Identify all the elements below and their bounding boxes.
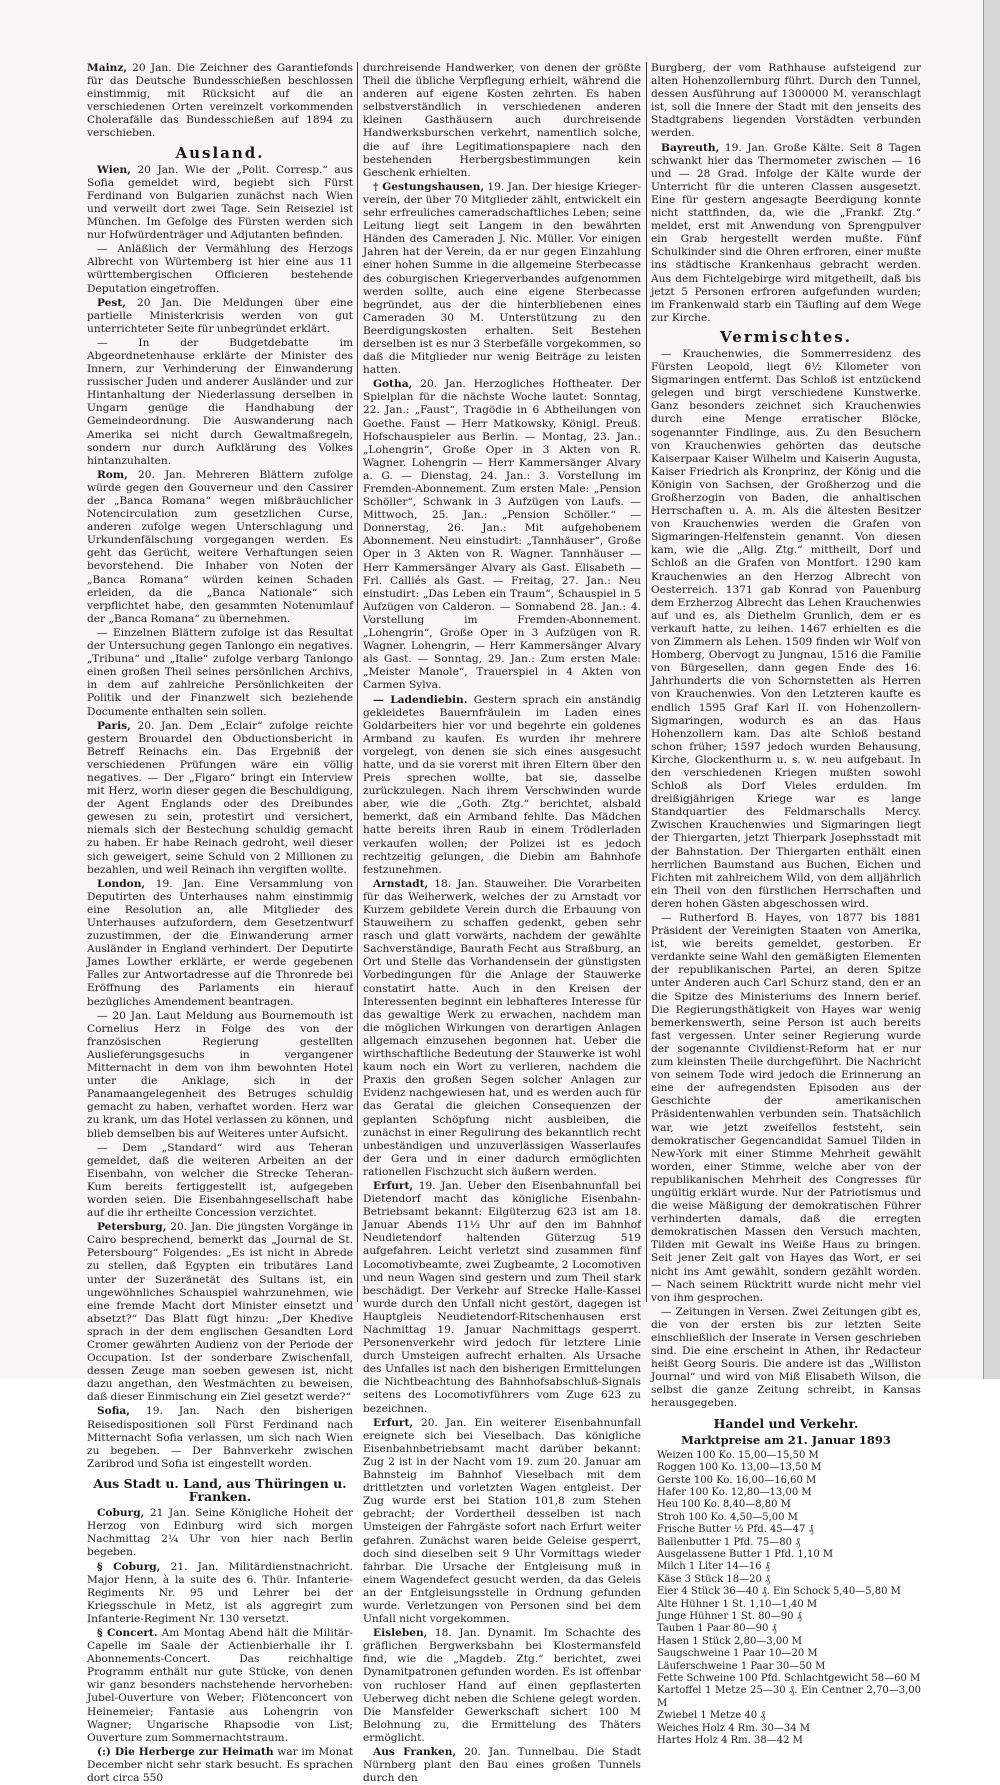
article-coburg: Coburg, 21 Jan. Seine Königliche Hoheit der Herzog von Edinburg wird sich morgen Nachmittag 2¼ Uhr von hier nach Berlin begeben.: [87, 1507, 353, 1559]
article-paris: Paris, 20. Jan. Dem „Eclair“ zufolge reichte gestern Brouardel den Obductionsbericht in Betreff Reinachs ein. Das Ergebniß der verschiedenen Prüfungen wäre ein völlig negatives. — Der „Figaro“ bringt ein Interview mit Herz, worin dieser gegen die Beschuldigung, der Agent Englands oder des Dreibundes gewesen zu sein, protestirt und versichert, niemals sich der Bestechung schuldig gemacht zu haben. Er habe Reinach gedroht, weil dieser sich geweigert, seine Schuld von 2 Millionen zu bezahlen, und weil Reinach ihn vergiften wollte.: [87, 719, 353, 876]
section-heading-ausland: Ausland.: [175, 143, 265, 162]
article-erfurt-1: Erfurt, 19. Jan. Ueber den Eisenbahnunfall bei Dietendorf macht das königliche Eisenbahn-Betriebsamt bekannt: Eilgüterzug 623 ist am 18. Januar Abends 11⅓ Uhr auf den im Bahnhof Neudietendorf haltenden Güterzug 519 aufgefahren. Leicht verletzt sind zusammen fünf Locomotivbeamte, zwei Zugbeamte, 2 Locomotiven und neun Wagen sind gestern und zum Theil stark beschädigt. Der Verkehr auf Strecke Halle-Kassel wurde durch den Unfall nicht gestört, dagegen ist Hauptgleis Neudietendorf-Ritschenhausen erst Nachmittag 19. Januar Nachmittags gesperrt. Personenverkehr wird jedoch für letztere Linie durch Umsteigen aufrecht erhalten. Als Ursache des Unfalles ist nach den bisherigen Ermittelungen die Nichtbeachtung des Bahnhofsabschluß-Signals seitens des Locomotivführers vom Zuge 623 zu bezeichnen.: [363, 1179, 641, 1415]
article-eisleben: Eisleben, 18. Jan. Dynamit. Im Schachte des gräflichen Bergwerksbahn bei Klostermansfeld find, wie die „Magdeb. Ztg.“ berichtet, zwei Dynamitpatronen gefunden worden. Es ist offenbar von ruchloser Hand auf einen gepflasterten Ueberweg dicht neben die Schiene gelegt worden. Die Mansfelder Gewerkschaft sichert 100 M Belohnung zu, die Ermittelung des Thäters ermöglicht.: [363, 1627, 641, 1744]
article-pest-2: — In der Budgetdebatte im Abgeordnetenhause erklärte der Minister des Innern, zur Verhinderung der Einwanderung russischer Juden und anderer Ausländer und zur Hintanhaltung der Niederlassung derselben in Ungarn genüge die Handhabung der Gemeindeordnung. Die Auswanderung nach Amerika sei nicht durch Gewaltmaßregeln, sondern nur durch Aufklärung des Volkes hintanzuhalten.: [87, 336, 353, 467]
market-price-item: Läuferschweine 1 Paar 30—50 M: [657, 1660, 826, 1672]
market-price-item: Frische Butter ½ Pfd. 45—47 ₰: [657, 1524, 814, 1536]
market-price-item: Saugschweine 1 Paar 10—20 M: [657, 1648, 818, 1660]
article-herberge: (:) Die Herberge zur Heimath war im Monat December nicht sehr stark besucht. Es sprachen dort circa 550: [87, 1745, 353, 1784]
market-price-item: Tauben 1 Paar 80—90 ₰: [657, 1623, 777, 1635]
column-2: [363, 62, 642, 1785]
column-3: [651, 62, 921, 1747]
market-price-item: Ausgelassene Butter 1 Pfd. 1,10 M: [657, 1549, 834, 1560]
market-price-item: Roggen 100 Ko. 13,00—13,50 M: [657, 1462, 822, 1474]
market-price-item: Junge Hühner 1 St. 80—90 ₰: [657, 1611, 802, 1623]
column-divider: [646, 62, 647, 1302]
article-coburg-military: § Coburg, 21. Jan. Militärdienstnachricht. Major Henn, à la suite des 6. Thür. Infanterie-Regiments Nr. 95 und Lehrer bei der Kriegsschule in Metz, ist als aggregirt zum Infanterie-Regiment Nr. 130 versetzt.: [87, 1560, 353, 1625]
article-sofia: Sofia, 19. Jan. Nach den bisherigen Reisedispositionen soll Fürst Ferdinand nach Mitternacht Sofia verlassen, um sich nach Wien zu begeben. — Der Bahnverkehr zwischen Zaribrod und Sofia ist eingestellt worden.: [87, 1405, 353, 1470]
article-erfurt-2: Erfurt, 20. Jan. Ein weiterer Eisenbahnunfall ereignete sich bei Vieselbach. Das königliche Eisenbahnbetriebsamt macht darüber bekannt: Zug 2 ist in der Nacht vom 19. zum 20. Januar am Bahnsteig im Bahnhof Vieselbach mit dem drittletzten und vorletzten Wagen entgleist. Der Zug wurde erst bei Station 101,8 zum Stehen gebracht; der Vordertheil desselben ist nach Umsteigen der Fahrgäste sofort nach Erfurt weiter gefahren. Zunächst waren beide Geleise gesperrt, doch sind dieselben seit 9 Uhr Vormittags wieder fahrbar. Die Ursache der Entgleisung muß in einem Wagendefect gesucht werden, da das Geleis an der Entgleisungsstelle in Ordnung gefunden wurde. Verletzungen von Personen sind bei dem Unfall nicht vorgekommen.: [363, 1416, 641, 1626]
article-krauchenwies: — Krauchenwies, die Sommerresidenz des Fürsten Leopold, liegt 6½ Kilometer von Sigmaringen entfernt. Das Schloß ist entzückend gelegen und birgt verschiedene Kunstwerke. Ganz besonders zeichnet sich Krauchenwies durch eine Menge erratischer Blöcke, sogenannter Findlinge, aus. Zu den Besuchern von Krauchenwies gehörten das deutsche Kaiserpaar Kaiser Wilhelm und Kaiserin Augusta, Kaiser Friedrich als Kronprinz, der König und die Königin von Sachsen, der Großherzog und die Großherzogin von Baden, die anhaltischen Herrschaften u. A. m. Als die ältesten Besitzer von Krauchenwies werden die Grafen von Sigmaringen-Helfenstein genannt. Von diesen kam, wie die „Allg. Ztg.“ mittheilt, Dorf und Schloß an die Grafen von Montfort. 1290 kam Krauchenwies an den Herzog Albrecht von Oesterreich. 1371 gab Konrad von Pauenburg dem Erzherzog Albrecht das Lehen Krauchenwies auf und es, als Diethelm Grunlich, dem er es verkauft hatte, zu leihen. 1467 erhielten es die von Zimmern als Lehen. 1509 finden wir Wolf von Homberg, Obervogt zu Jungnau, 1516 die Familie von Bürgesellen, dann gegen Ende des 16. Jahrhunderts die von Schornstetten als Herren von Krauchenwies. Von den Letzteren kaufte es endlich 1595 Graf Karl II. von Hohenzollern-Sigmaringen, wodurch es an das Haus Hohenzollern kam. Das alte Schloß bestand schon früher; 1597 jedoch wurden Behausung, Kirche, Glockenthurm u. s. w. neu aufgebaut. In den verschiedenen Kriegen mußten sowohl Schloß als Dorf Vieles erdulden. Im dreißigjährigen Kriege war es lange Standquartier des Feldmarschalls Mercy. Zwischen Krauchenwies und Sigmaringen liegt der Thiergarten, jetzt Thierpark Josephsstadt mit der Bahnstation. Der Thiergarten enthält einen herrlichen Baumstand aus Buchen, Eichen und Fichten mit zahlreichem Wild, von dem alljährlich ein Theil von den fürstlichen Herrschaften und deren hohen Gästen abgeschossen wird.: [651, 347, 921, 910]
market-price-item: Zwiebel 1 Metze 40 ₰: [657, 1710, 766, 1722]
section-heading-vermischtes: Vermischtes.: [720, 327, 852, 346]
article-rom: Rom, 20. Jan. Mehreren Blättern zufolge würde gegen den Gouverneur und den Cassirer der „Banca Romana“ wegen mißbräuchlicher Notencirculation zum gesetzlichen Curse, anderen zufolge wegen Unterschlagung und Urkundenfälschung vorgegangen werden. Es geht das Gerücht, weitere Verhaftungen seien bevorstehend. Die Inhaber von Noten der „Banca Romana“ würden keinen Schaden erleiden, da die „Banca Nationale“ sich verpflichtet habe, den gesammten Notenumlauf der „Banca Romana“ zu übernehmen.: [87, 468, 353, 625]
article-franken: Aus Franken, 20. Jan. Tunnelbau. Die Stadt Nürnberg plant den Bau eines großen Tunnels durch den: [363, 1746, 642, 1785]
article-franken-cont: Burgberg, der vom Rathhause aufsteigend zur alten Hohenzollernburg führt. Durch den Tunnel, dessen Ausführung auf 1300000 M. veranschlagt ist, soll die Innere der Stadt mit den jenseits des Stadtgrabens liegenden Vorstädten verbunden werden.: [651, 62, 921, 140]
article-london-3: — Dem „Standard“ wird aus Teheran gemeldet, daß die weiteren Arbeiten an der Eisenbahn, von welcher die Strecke Teheran-Kum bereits fertiggestellt ist, aufgegeben worden seien. Die Eisenbahngesellschaft habe auf die ihr ertheilte Concession verzichtet.: [87, 1141, 353, 1220]
market-price-item: Fette Schweine 100 Pfd. Schlachtgewicht 58—60 M: [657, 1673, 921, 1685]
article-concert: § Concert. Am Montag Abend hält die Militär-Capelle im Saale der Actienbierhalle ihr I. Abonnements-Concert. Das reichhaltige Programm enthält nur gute Stücke, von denen wir ganz besonders nachstehende hervorheben: Jubel-Ouverture von Weber; Flötenconcert von Heinemeier; Fantasie aus Lohengrin von Wagner; Ungarische Rhapsodie von List; Ouverture zum Sommernachtstraum.: [87, 1626, 354, 1744]
page-edge: [983, 0, 1000, 1379]
article-zeitungen: — Zeitungen in Versen. Zwei Zeitungen gibt es, die von der ersten bis zur letzten Seite einschließlich der Inserate in Versen geschrieben sind. Die eine erscheint in Athen, ihr Redacteur heißt Georg Souris. Die andere ist das „Williston Journal“ und wird von Miß Elisabeth Wilson, die selbst die ganze Zeitung schreibt, in Kansas herausgegeben.: [651, 1305, 921, 1410]
market-price-item: Alte Hühner 1 St. 1,10—1,40 M: [657, 1598, 818, 1610]
market-price-item: Hartes Holz 4 Rm. 38—42 M: [657, 1735, 803, 1747]
market-price-item: Hafer 100 Ko. 12,80—13,00 M: [657, 1486, 812, 1498]
market-price-item: Eier 4 Stück 36—40 ₰. Ein Schock 5,40—5,80 M: [657, 1586, 901, 1598]
article-hayes: — Rutherford B. Hayes, von 1877 bis 1881 Präsident der Vereinigten Staaten von Amerika, ist, wie bereits gemeldet, gestorben. Er verdankte seine Wahl den gemäßigten Elementen der republikanischen Partei, an deren Spitze unter Anderen auch Carl Schurz stand, den er an die Spitze des Ministeriums des Innern berief. Die Regierungsthätigkeit von Hayes war wenig bemerkenswerth, seine Person ist auch bereits fast vergessen. Unter seiner Regierung wurde der sogenannte Civildienst-Reform hat er nur zum kleinsten Theile durchgeführt. Die Nachricht von seinem Tode wird jedoch die Erinnerung an eine der aufregendsten Episoden aus der Geschichte der amerikanischen Präsidentenwahlen verbunden sein. Thatsächlich war, wie jetzt zweifellos feststeht, sein demokratischer Gegencandidat Samuel Tilden in New-York mit einer Stimme Mehrheit gewählt worden, einer Stimme, welche aber von der republikanischen Mehrheit des Congresses für ungültig erklärt wurde. Nur der Patriotismus und die weise Mäßigung der demokratischen Führer verhinderten damals, daß die erregten demokratischen Massen den Versuch machten, Tilden mit Gewalt ins Weiße Haus zu bringen. Seit jener Zeit galt von Hayes das Wort, er sei nicht ins Amt gewählt, sondern gezählt worden. — Nach seinem Rücktritt wurde nicht mehr viel von ihm gesprochen.: [651, 912, 921, 1304]
market-price-item: Weizen 100 Ko. 15,00—15,50 M: [657, 1449, 819, 1461]
market-price-list: [651, 1450, 921, 1748]
article-mainz: Mainz, 20 Jan. Die Zeichner des Garantiefonds für das Deutsche Bundesschießen beschlossen einstimmig, mit Rücksicht auf die an verschiedenen Orten vereinzelt vorkommenden Cholerafälle das Bundesschießen auf 1894 zu verschieben.: [87, 62, 353, 140]
article-herberge-cont: durchreisende Handwerker, von denen der größte Theil die übliche Verpflegung erhielt, während die anderen auf eigene Kosten zehrten. Es haben selbstverständlich in verschiedenen anderen kleinen Gasthäusern auch durchreisende Handwerksburschen verkehrt, namentlich solche, die auf ihre Legitimationspapiere nach den bestehenden Herbergsbestimmungen kein Geschenk erhielten.: [363, 62, 641, 179]
article-gotha: Gotha, 20. Jan. Herzogliches Hoftheater. Der Spielplan für die nächste Woche lautet: Sonntag, 22. Jan.: „Faust“, Tragödie in 6 Abtheilungen von Goethe. Faust — Herr Matkowsky, Königl. Preuß. Hofschauspieler aus Berlin. — Montag, 23. Jan.: „Lohengrin“, Große Oper in 3 Akten von R. Wagner. Lohengrin — Herr Kammersänger Alvary a. G. — Dienstag, 24. Jan.: 3. Vorstellung im Fremden-Abonnement. Zum ersten Male: „Pension Schöller“, Schwank in 3 Aufzügen von Laufs. — Mittwoch, 25. Jan.: „Pension Schöller.“ — Donnerstag, 26. Jan.: Mit aufgehobenem Abonnement. Neu einstudirt: „Tannhäuser“, Große Oper in 3 Akten von R. Wagner. Tannhäuser — Herr Kammersänger Alvary als Gast. Elisabeth — Frl. Calliés als Gast. — Freitag, 27. Jan.: Neu einstudirt: „Das Leben ein Traum“, Schauspiel in 5 Aufzügen von Calderon. — Sonnabend 28. Jan.: 4. Vorstellung im Fremden-Abonnement. „Lohengrin“, Große Oper in 3 Aufzügen von R. Wagner. Lohengrin, — Herr Kammersänger Alvary als Gast. — Sonntag, 29. Jan.: Zum ersten Male: „Meister Manole“, Trauerspiel in 4 Akten von Carmen Sylva.: [363, 378, 641, 692]
article-london: London, 19. Jan. Eine Versammlung von Deputirten des Unterhauses nahm einstimmig eine Resolution an, alle Mitglieder des Unterhauses aufzufordern, dem Gesetzentwurf zuzustimmen, der die Einwanderung armer Ausländer in England verhindert. Der Deputirte James Lowther erklärte, er werde gegebenen Falles zur Antwortadresse auf die Thronrede bei Eröffnung des Parlaments ein hierauf bezügliches Amendement beantragen.: [87, 877, 353, 1008]
market-price-item: Hasen 1 Stück 2,80—3,00 M: [657, 1635, 802, 1647]
article-wien-2: — Anläßlich der Vermählung des Herzogs Albrecht von Würtemberg ist hier eine aus 11 württembergischen Officieren bestehende Deputation eingetroffen.: [87, 243, 353, 295]
article-arnstadt: Arnstadt, 18. Jan. Stauweiher. Die Vorarbeiten für das Weiherwerk, welches der zu Arnstadt vor Kurzem gebildete Verein durch die Erbauung von Stauweihern zu schaffen gedenkt, geben sehr rasch und glatt vorwärts, nachdem der gewählte Sachverständige, Baurath Fecht aus Straßburg, an Ort und Stelle das Vorhandensein der günstigsten Vorbedingungen für die Anlage der Stauwerke constatirt hatte. Auch in den Kreisen der Interessenten beginnt ein lebhafteres Interesse für das gewaltige Werk zu erwachen, nachdem man die möglichen Wirkungen von derartigen Anlagen allgemach einzusehen begonnen hat. Ueber die wirthschaftliche Bedeutung der Stauwerke ist wohl kaum noch ein Wort zu verlieren, nachdem die Praxis den großen Segen solcher Anlagen zur Evidenz nachgewiesen hat, und es werden auch für das Geratal die gleichen Consequenzen der geplanten Schöpfung nicht ausbleiben, die zunächst in einer Regulirung des bekanntlich recht unbeständigen und unzuverlässigen Wasserlaufes der Gera und in einer dadurch ermöglichten rationellen Fischzucht sich äußern werden.: [363, 877, 641, 1178]
article-petersburg: Petersburg, 20. Jan. Die jüngsten Vorgänge in Cairo besprechend, bemerkt das „Journal de St. Petersbourg“ Folgendes: „Es ist nicht in Abrede zu stellen, daß Egypten ein tributäres Land unter der Suzeränetät des Sultans ist, ein ungewöhnliches Schauspiel wahrzunehmen, wie eine fremde Macht dort Minister einsetzt und absetzt?“ Das Blatt fügt hinzu: „Der Khedive sprach in der dem englischen Gesandten Lord Cromer gewährten Audienz von der Periode der Occupation. Ist der sonderbare Zwischenfall, dessen Zeuge man soeben gewesen ist, nicht dazu angethan, den Westmächten zu beweisen, daß dieser Einmischung ein Ziel gesetzt werde?“: [87, 1221, 353, 1404]
section-heading-handel: Handel und Verkehr.: [713, 1415, 859, 1431]
article-gestungshausen: † Gestungshausen, 19. Jan. Der hiesige Krieger-verein, der über 70 Mitglieder zählt, entwickelt ein sehr erfreuliches cameradschaftliches Leben; seine Leitung liegt seit Langem in den bewährten Händen des Cameraden J. Nic. Müller. Vor einigen Jahren hat der Verein, da er nur gegen Einzahlung einer hohen Summe in die allgemeine Sterbecasse des coburgischen Kriegerverbandes aufgenommen werden sollte, auch eine eigene Sterbecasse begründet, aus der die hinterbliebenen eines Cameraden 30 M. Unterstützung zu den Beerdigungskosten erhalten. Seit Bestehen derselben ist es nur 3 Sterbefälle vorgekommen, so daß die Mitglieder nur wenig Beiträge zu leisten hatten.: [363, 180, 642, 377]
market-title: Marktpreise am 21. Januar 1893: [681, 1432, 891, 1447]
market-price-item: Kartoffel 1 Metze 25—30 ₰. Ein Centner 2,70—3,00 M: [657, 1685, 921, 1709]
article-pest: Pest, 20 Jan. Die Meldungen über eine partielle Ministerkrisis werden von gut unterrichteter Seite für unbegründet erklärt.: [87, 296, 353, 335]
section-heading-local: Aus Stadt u. Land, aus Thüringen u. Franken.: [93, 1475, 347, 1505]
market-price-item: Käse 3 Stück 18—20 ₰: [657, 1573, 770, 1585]
column-1: [87, 62, 354, 1784]
market-price-item: Stroh 100 Ko. 4,50—5,00 M: [657, 1511, 798, 1523]
market-price-item: Weiches Holz 4 Rm. 30—34 M: [657, 1722, 811, 1734]
market-price-item: Ballenbutter 1 Pfd. 75—80 ₰: [657, 1536, 801, 1548]
column-divider: [357, 62, 358, 1302]
article-ladendiebin: — Ladendiebin. Gestern sprach ein anständig gekleidetes Bauernfräulein im Laden eines Goldarbeiters hier vor und begehrte ein goldenes Armband zu kaufen. Es wurden ihr mehrere vorgelegt, von denen sie sich eines ausgesucht hatte, und da sie vorerst mit ihren Eltern über den Preis sprechen wollte, bat sie, dasselbe zurückzulegen. Nach ihrem Verschwinden wurde aber, wie die „Goth. Ztg.“ berichtet, alsbald bemerkt, daß ein Armband fehlte. Das Mädchen hatte bereits ihren Raub in einem Trödlerladen verkaufen wollen; der Polizei ist es jedoch rechtzeitig gelungen, die Diebin am Bahnhofe festzunehmen.: [363, 693, 641, 876]
market-price-item: Heu 100 Ko. 8,40—8,80 M: [657, 1499, 791, 1511]
market-price-item: Gerste 100 Ko. 16,00—16,60 M: [657, 1474, 817, 1486]
market-price-item: Milch 1 Liter 14—16 ₰: [657, 1561, 770, 1573]
article-london-2: — 20 Jan. Laut Meldung aus Bournemouth ist Cornelius Herz in Folge des von der französischen Regierung gestellten Auslieferungsgesuchs in vergangener Mitternacht in dem von ihm bewohnten Hotel unter die Anklage, sich in der Panamaangelegenheit des Betruges schuldig gemacht zu haben, verhaftet worden. Herz war zu krank, um das Hotel verlassen zu können, und blieb demselben bis auf Weiteres unter Aufsicht.: [87, 1009, 353, 1140]
article-rom-2: — Einzelnen Blättern zufolge ist das Resultat der Untersuchung gegen Tanlongo ein negatives. „Tribuna“ und „Italie“ zufolge verbarg Tanlongo einen großen Theil seines persönlichen Archivs, in dem auf zahlreiche Persönlichkeiten der Politik und der Finanzwelt sich beziehende Documente enthalten sein sollen.: [87, 626, 353, 718]
article-bayreuth: Bayreuth, 19. Jan. Große Kälte. Seit 8 Tagen schwankt hier das Thermometer zwischen — 16 und — 28 Grad. Infolge der Kälte wurde der Unterricht für die unteren Classen ausgesetzt. Eine für gestern angesagte Beerdigung konnte nicht stattfinden, da, wie die „Frankf. Ztg.“ meldet, erst mit Anwendung von Sprengpulver ein Grab hergestellt werden mußte. Fünf Schulkinder sind die Ohren erfroren, einer mußte ins städtische Krankenhaus gebracht werden. Aus dem Fichtelgebirge wird mitgetheilt, daß bis jetzt 5 Personen erfroren aufgefunden wurden; im Frankenwald starb ein Täufling auf dem Wege zur Kirche.: [651, 141, 921, 324]
article-wien: Wien, 20 Jan. Wie der „Polit. Corresp.“ aus Sofia gemeldet wird, begiebt sich Fürst Ferdinand von Bulgarien zunächst nach Wien und verweilt dort zwei Tage. Sein Reiseziel ist München. Im Gefolge des Fürsten werden sich nur Hofwürdenträger und Adjutanten befinden.: [87, 163, 353, 242]
